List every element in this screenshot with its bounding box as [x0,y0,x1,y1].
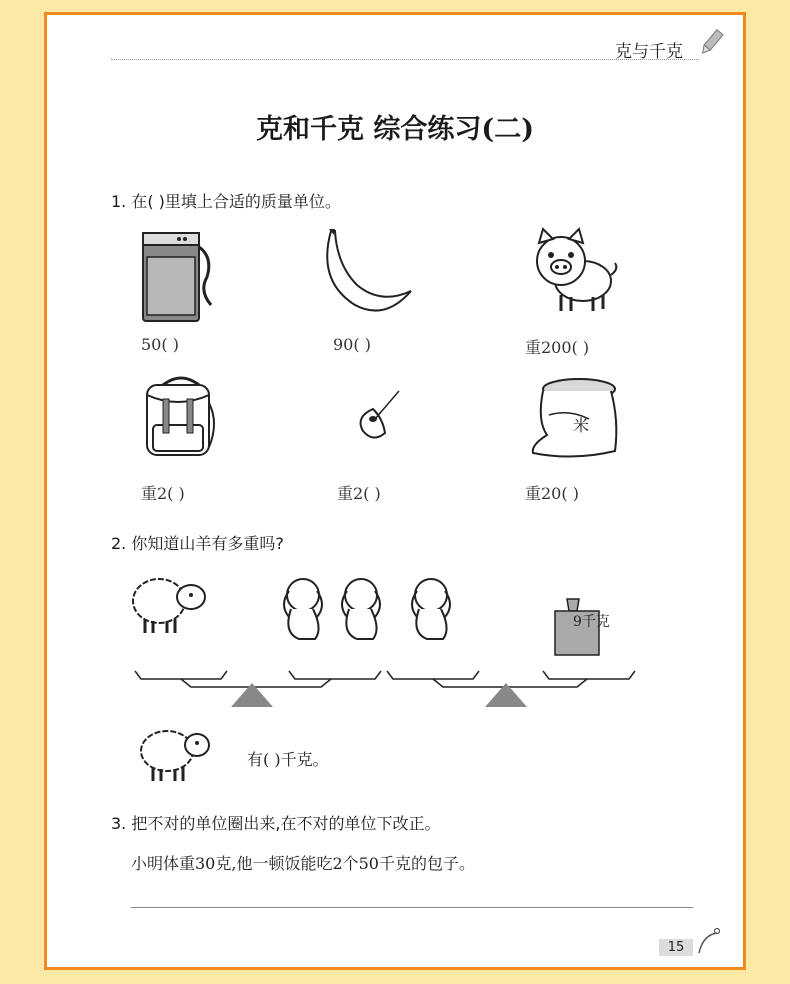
page-title: 克和千克 综合练习(二) [256,114,534,145]
q2-prompt: 2. 你知道山羊有多重吗? [111,534,284,553]
banana-icon [323,227,423,327]
dog-icon [284,579,322,639]
weight-label: 9千克 [573,614,610,630]
dog-icon [412,579,450,639]
q3-prompt: 3. 把不对的单位圈出来,在不对的单位下改正。 [111,814,441,833]
q1-item2-label: 90( ) [333,335,371,354]
rice-sack-label: 米 [573,416,590,435]
q2-answer: 有( )千克。 [247,750,329,769]
q1-prompt: 1. 在( )里填上合适的质量单位。 [111,192,341,211]
balance-diagram [131,571,651,715]
sheep-icon [137,721,213,787]
answer-line [131,907,693,908]
chapter-header: 克与千克 [615,42,683,62]
swirl-icon [697,927,721,959]
q1-item6-label: 重20( ) [525,484,579,503]
washing-machine-icon [139,229,219,329]
backpack-icon [141,373,221,463]
q3-sentence: 小明体重30克,他一顿饭能吃2个50千克的包子。 [131,854,475,873]
q1-item1-label: 50( ) [141,335,179,354]
sheep-icon [133,579,205,633]
q1-item5-label: 重2( ) [337,484,381,503]
workbook-page [44,12,746,970]
q1-item4-label: 重2( ) [141,484,185,503]
dog-icon [342,579,380,639]
header-divider [111,59,699,60]
pencil-icon [699,29,723,61]
q1-item3-label: 重200( ) [525,338,590,357]
pig-icon [531,227,621,317]
thumbtack-icon [353,389,403,445]
page-number: 15 [659,939,693,956]
